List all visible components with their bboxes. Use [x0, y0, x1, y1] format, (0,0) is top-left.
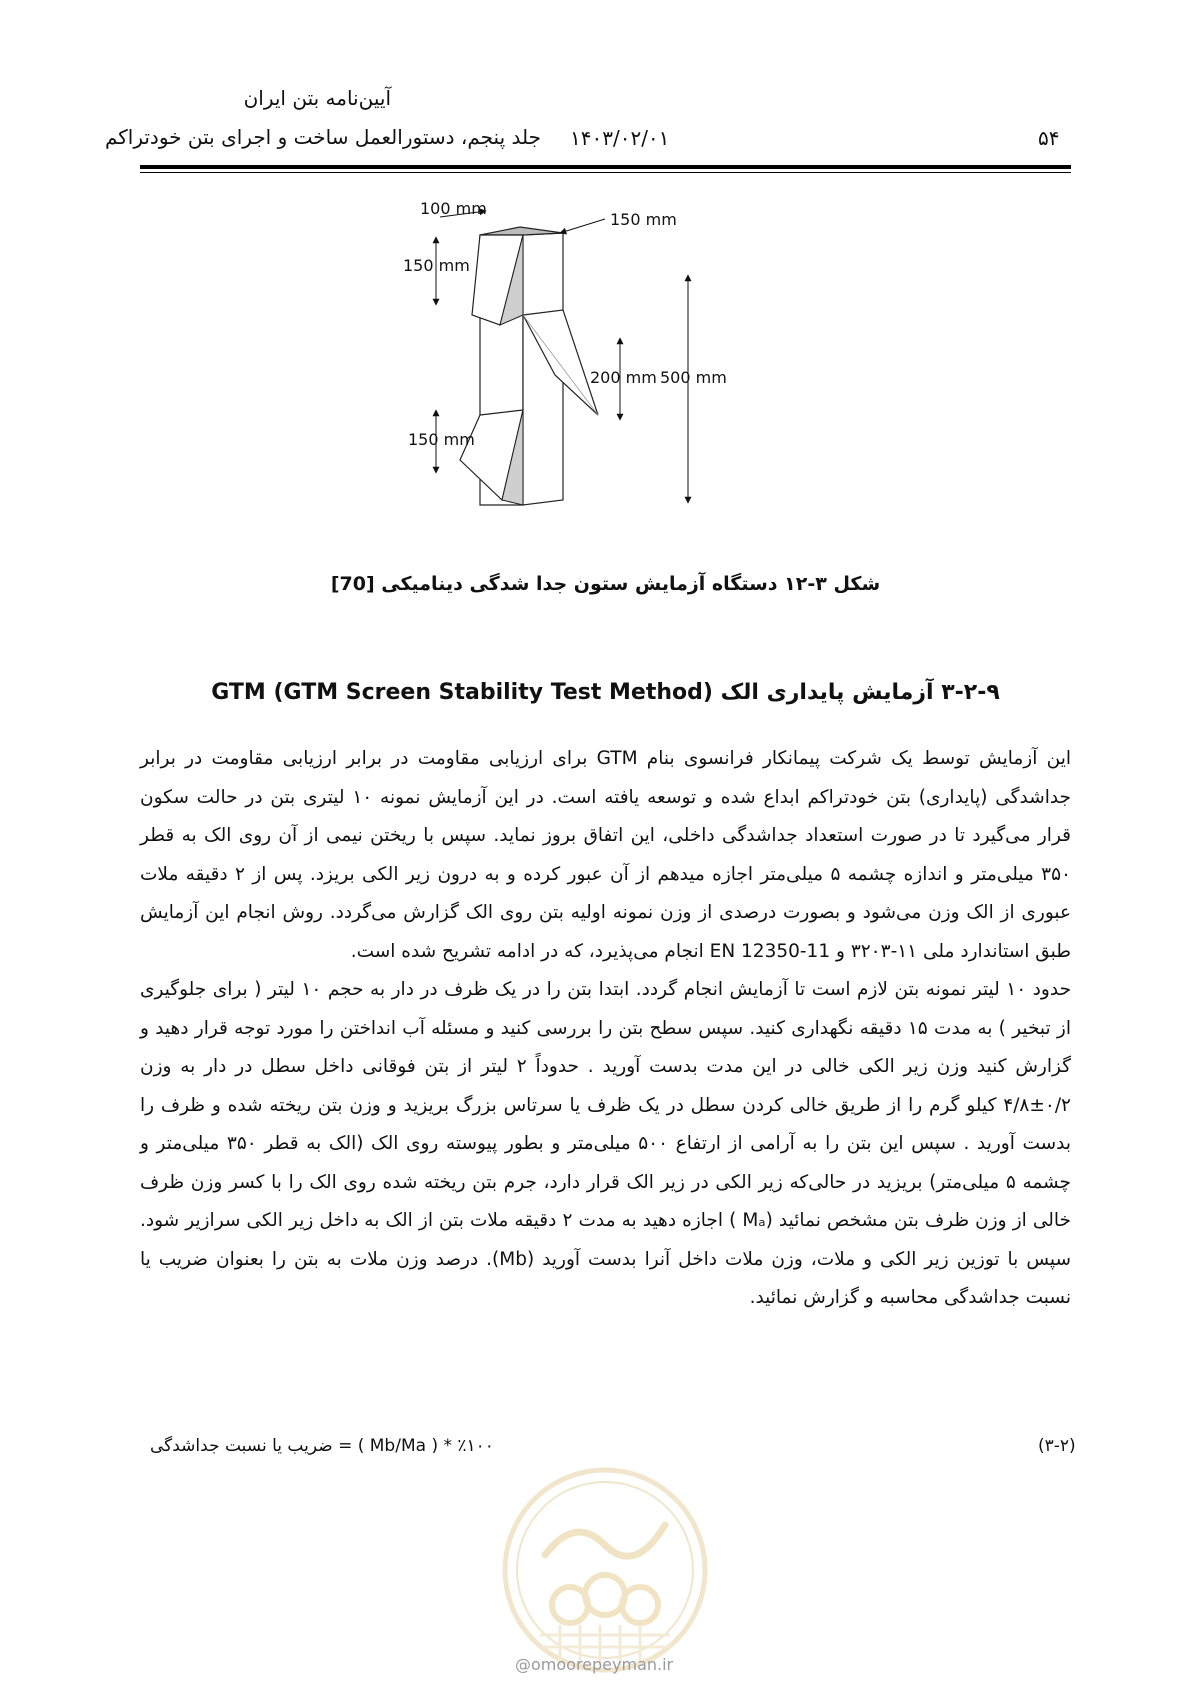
- header-title: آیین‌نامه بتن ایران: [243, 86, 391, 110]
- paragraph: این آزمایش توسط یک شرکت پیمانکار فرانسوی بنام GTM برای ارزیابی مقاومت در برابر ارزیابی مقاومت در برابر جداشدگی (پایداری) بتن خودتراکم ابداع شده و توسعه یافته است. در این آزمایش نمونه ۱۰ لیتری بتن در حالت سکون قرار می‌گیرد تا در صورت استعداد جداشدگی داخلی، این اتفاق بروز نماید. سپس با ریختن نیمی از آن روی الک به قطر ۳۵۰ میلی‌متر و اندازه چشمه ۵ میلی‌متر اجازه میدهم از آن عبور کرده و به درون زیر الکی بریزد. پس از ۲ دقیقه ملات عبوری از الک وزن می‌شود و بصورت درصدی از وزن نمونه اولیه بتن روی الک گزارش می‌گردد. روش انجام این آزمایش طبق استاندارد ملی ۱۱-۳۲۰۳ و EN 12350-11 انجام می‌پذیرد، که در ادامه تشریح شده است.: [140, 748, 1071, 962]
- segregation-formula: ٪۱۰۰ * ( Mb/Ma ) = ضریب یا نسبت جداشدگی: [150, 1436, 494, 1456]
- dim-top-depth: 150 mm: [610, 210, 677, 229]
- column-segregation-figure: [403, 199, 800, 555]
- header-rule-thin: [140, 172, 1071, 173]
- dim-height: 500 mm: [660, 368, 727, 387]
- watermark-url: @omoorepeyman.ir: [515, 1655, 674, 1674]
- section-body: [140, 740, 1071, 1318]
- dim-lower-gate: 150 mm: [408, 430, 475, 449]
- section-title: ۳-۲-۹ آزمایش پایداری الک GTM (GTM Screen Stability Test Method): [211, 680, 1000, 705]
- page-number: ۵۴: [1038, 126, 1060, 150]
- column-top-opening: [480, 227, 563, 235]
- figure-drawing: [403, 199, 800, 555]
- header-subtitle: جلد پنجم، دستورالعمل ساخت و اجرای بتن خودتراکم: [104, 125, 541, 149]
- dim-top-width: 100 mm: [420, 199, 487, 218]
- dim-upper-gate: 150 mm: [403, 256, 470, 275]
- dim-middle-gate: 200 mm: [590, 368, 657, 387]
- watermark-seal: [500, 1465, 710, 1675]
- header-rule-thick: [140, 165, 1071, 169]
- header-date: ۱۴۰۳/۰۲/۰۱: [570, 126, 670, 150]
- paragraph: حدود ۱۰ لیتر نمونه بتن لازم است تا آزمایش انجام گردد. ابتدا بتن را در یک ظرف در دار به حجم ۱۰ لیتر ( برای جلوگیری از تبخیر ) به مدت ۱۵ دقیقه نگهداری کنید. سپس سطح بتن را بررسی کنید و مسئله آب انداختن را مورد توجه قرار دهید و گزارش کنید وزن زیر الکی خالی در این مدت بدست آورید . حدوداً ۲ لیتر از بتن فوقانی داخل سطل در دار به وزن ۰/۲±۴/۸ کیلو گرم را از طریق خالی کردن سطل در یک ظرف یا سرتاس بزرگ بریزید و وزن بتن ریخته شده و ظرف را بدست آورید . سپس این بتن را به آرامی از ارتفاع ۵۰۰ میلی‌متر و بطور پیوسته روی الک (الک به قطر ۳۵۰ میلی‌متر و چشمه ۵ میلی‌متر) بریزید در حالی‌که زیر الکی در زیر الک قرار دارد، جرم بتن ریخته شده روی الک را با کسر وزن ظرف خالی از وزن ظرف بتن مشخص نمائید (Mₐ ) اجازه دهید به مدت ۲ دقیقه ملات بتن از الک به داخل زیر الکی سرازیر شود. سپس با توزین زیر الکی و ملات، وزن ملات داخل آنرا بدست آورید (Mb). درصد وزن ملات به بتن را بعنوان ضریب یا نسبت جداشدگی محاسبه و گزارش نمائید.: [140, 979, 1072, 1308]
- equation-number: (۳-۲): [1038, 1436, 1076, 1456]
- figure-caption: شکل ۳-۱۲ دستگاه آزمایش ستون جدا شدگی دینامیکی [70]: [330, 573, 881, 595]
